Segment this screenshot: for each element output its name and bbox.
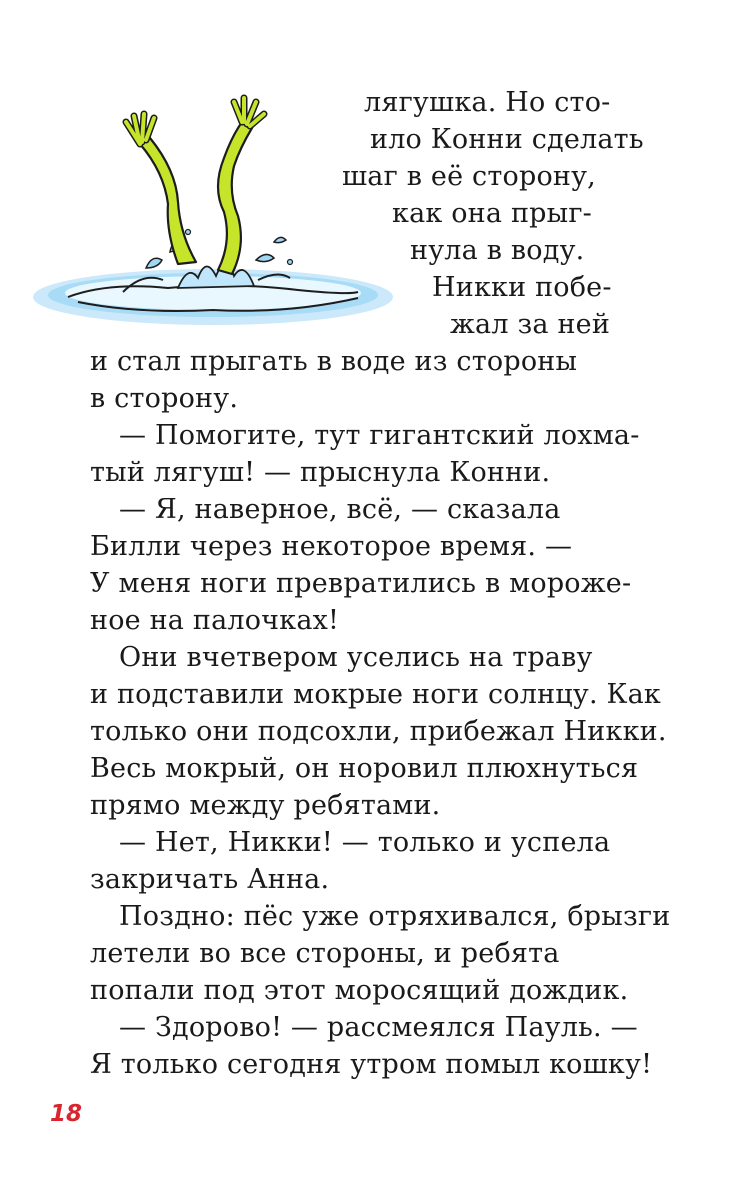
text-line-24: летели во все стороны, и ребята (90, 938, 560, 969)
text-line-21: — Нет, Никки! — только и успела (119, 827, 611, 858)
text-line-5: нула в воду. (410, 235, 585, 266)
text-line-13: Билли через некоторое время. — (90, 531, 573, 562)
text-line-1: лягушка. Но сто- (364, 87, 611, 118)
text-line-2: ило Конни сделать (370, 124, 644, 155)
text-line-3: шаг в её сторону, (342, 161, 596, 192)
text-line-22: закричать Анна. (90, 864, 330, 895)
text-line-7: жал за ней (450, 309, 611, 340)
left-frog-leg (140, 138, 196, 264)
text-line-8: и стал прыгать в воде из стороны (90, 346, 578, 377)
text-line-23: Поздно: пёс уже отряхивался, брызги (119, 901, 671, 932)
text-line-10: — Помогите, тут гигантский лохма- (119, 420, 640, 451)
text-line-19: Весь мокрый, он норовил плюхнуться (90, 753, 639, 784)
text-line-16: Они вчетвером уселись на траву (119, 642, 593, 673)
text-line-17: и подставили мокрые ноги солнцу. Как (90, 679, 661, 710)
text-line-25: попали под этот моросящий дождик. (90, 975, 629, 1006)
text-line-9: в сторону. (90, 383, 239, 414)
text-line-4: как она прыг- (392, 198, 592, 229)
text-line-26: — Здорово! — рассмеялся Пауль. — (119, 1012, 638, 1043)
page-number: 18 (50, 1101, 83, 1127)
text-line-18: только они подсохли, прибежал Никки. (90, 716, 667, 747)
text-line-6: Никки побе- (432, 272, 612, 303)
text-line-20: прямо между ребятами. (90, 790, 441, 821)
right-frog-leg (218, 122, 252, 274)
frog-diving-illustration (28, 92, 398, 342)
text-line-14: У меня ноги превратились в мороже- (90, 568, 632, 599)
text-line-11: тый лягуш! — прыснула Конни. (90, 457, 551, 488)
text-line-27: Я только сегодня утром помыл кошку! (90, 1049, 653, 1080)
splash-crown (178, 264, 254, 288)
text-line-15: ное на палочках! (90, 605, 340, 636)
text-line-12: — Я, наверное, всё, — сказала (119, 494, 561, 525)
